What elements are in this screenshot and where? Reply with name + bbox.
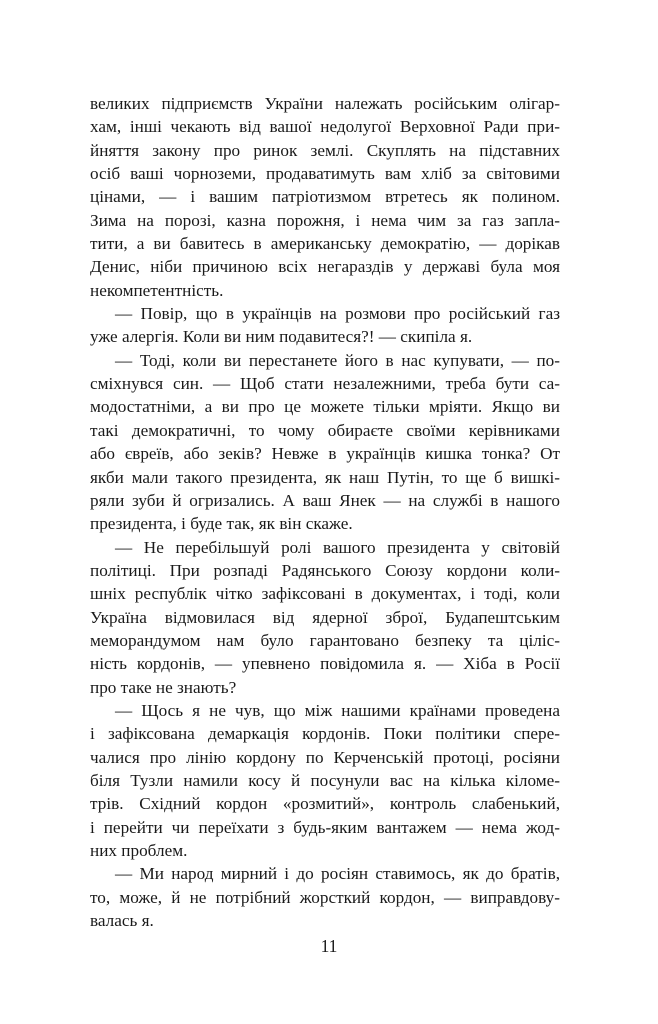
- text-line: тити, а ви бавитесь в американську демократію, — дорікав: [90, 234, 560, 254]
- text-line: політиці. При розпаді Радянського Союзу кордони коли-: [90, 560, 560, 580]
- text-line: великих підприємств України належать російським олігар-: [90, 94, 560, 113]
- paragraph-first-line: — Тоді, коли ви перестанете його в нас купувати, — по-: [115, 350, 560, 370]
- text-line: валась я.: [90, 911, 154, 931]
- text-line: якби мали такого президента, як наш Путін, то ще б вишкі-: [90, 467, 560, 487]
- paragraph-first-line: — Повір, що в українців на розмови про російський газ: [115, 304, 560, 324]
- text-line: біля Тузли намили косу й посунули вас на кілька кіломе-: [90, 770, 560, 790]
- text-line: і перейти чи переїхати з будь-яким вантажем — нема жод-: [90, 817, 560, 837]
- paragraph-first-line: — Не перебільшуй ролі вашого президента у світовій: [115, 537, 560, 557]
- paragraph-first-line: — Ми народ мирний і до росіян ставимось, як до братів,: [115, 864, 560, 884]
- paragraph-first-line: — Щось я не чув, що між нашими країнами проведена: [115, 700, 560, 720]
- text-line: Зима на порозі, казна порожня, і нема чим за газ запла-: [90, 210, 560, 230]
- text-line: меморандумом нам було гарантовано безпеку та ціліс-: [90, 630, 560, 650]
- page-number: 11: [320, 936, 338, 956]
- text-line: йняття закону про ринок землі. Скуплять на підставних: [90, 140, 560, 160]
- text-line: і зафіксована демаркація кордонів. Поки політики спере-: [90, 724, 560, 744]
- text-line: шніх республік чітко зафіксовані в документах, і тоді, коли: [90, 584, 560, 604]
- text-line: них проблем.: [90, 841, 188, 860]
- text-line: трів. Східний кордон «розмитий», контроль слабенький,: [90, 794, 560, 814]
- text-line: уже алергія. Коли ви ним подавитеся?! — скипіла я.: [90, 327, 473, 347]
- text-line: осіб ваші чорноземи, продаватимуть вам хліб за світовими: [90, 164, 560, 184]
- text-line: цінами, — і вашим патріотизмом втретесь як полином.: [90, 187, 560, 207]
- text-line: ряли зуби й огризались. А ваш Янек — на службі в нашого: [90, 490, 560, 510]
- text-line: чалися про лінію кордону по Керченській протоці, росіяни: [90, 747, 560, 767]
- text-line: такі демократичні, то чому обираєте своїми керівниками: [90, 420, 560, 440]
- text-line: модостатніми, а ви про це можете тільки мріяти. Якщо ви: [90, 397, 560, 417]
- text-line: Денис, ніби причиною всіх негараздів у державі була моя: [90, 257, 560, 277]
- text-line: то, може, й не потрібний жорсткий кордон, — виправдову-: [90, 887, 560, 907]
- text-line: Україна відмовилася від ядерної зброї, Будапештським: [90, 607, 560, 627]
- text-line: некомпетентність.: [90, 280, 224, 300]
- text-line: хам, інші чекають від вашої недолугої Верховної Ради при-: [90, 117, 560, 137]
- page-body-text: [90, 92, 560, 932]
- text-line: або євреїв, або зеків? Невже в українців кишка тонка? От: [90, 444, 560, 464]
- text-line: про таке не знають?: [90, 677, 237, 697]
- text-line: ність кордонів, — упевнено повідомила я. — Хіба в Росії: [90, 654, 560, 674]
- text-line: президента, і буде так, як він скаже.: [90, 514, 353, 534]
- text-line: сміхнувся син. — Щоб стати незалежними, треба бути са-: [90, 374, 560, 394]
